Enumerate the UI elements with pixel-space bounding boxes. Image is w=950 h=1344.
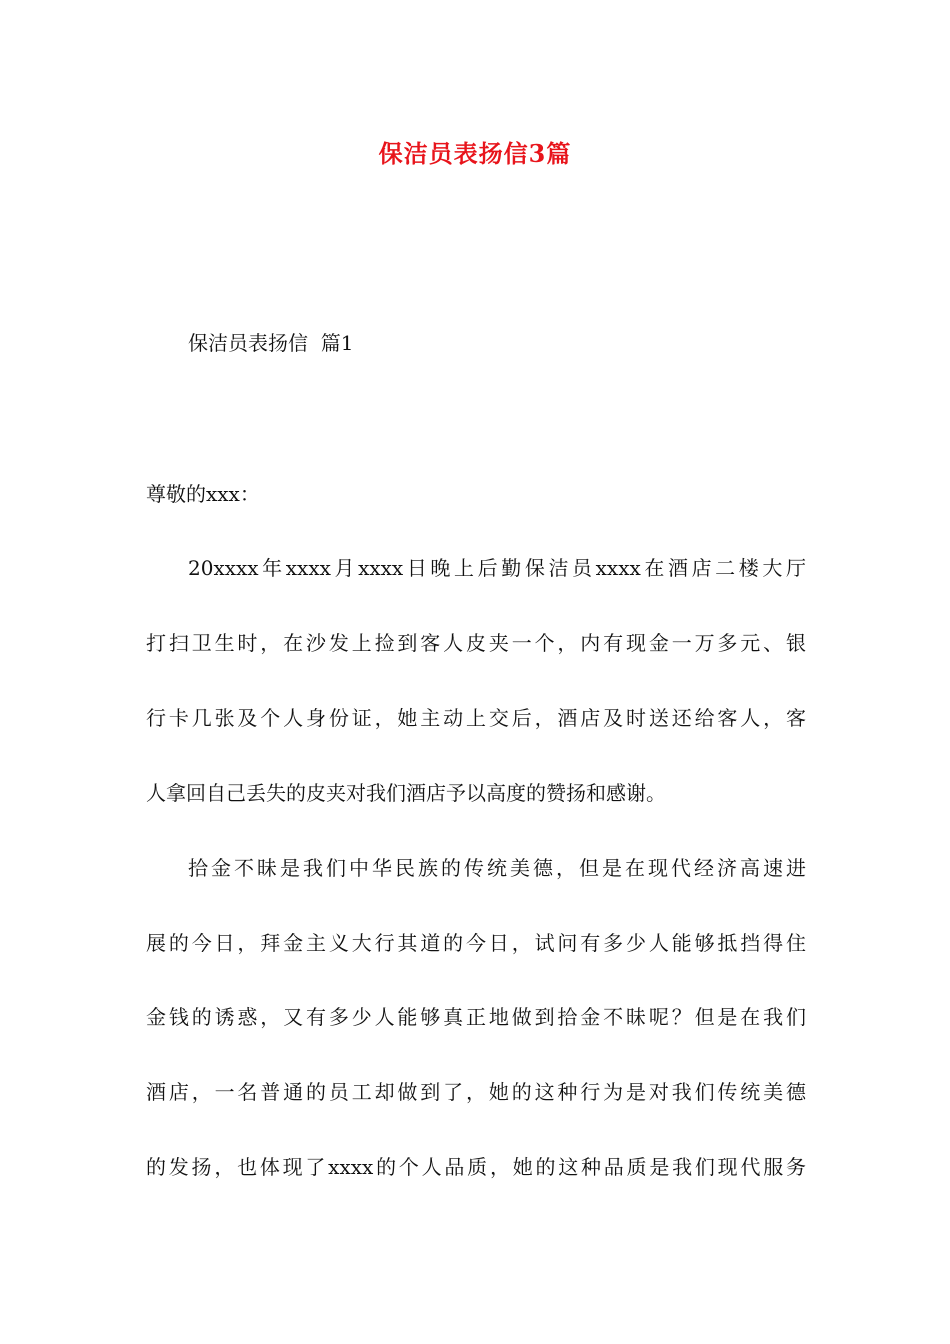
document-title: 保洁员表扬信3篇 — [378, 139, 572, 168]
paragraph-line: 人拿回自己丢失的皮夹对我们酒店予以高度的赞扬和感谢。 — [146, 781, 666, 805]
paragraph-line: 20xxxx年xxxx月xxxx日晚上后勤保洁员xxxx在酒店二楼大厅 — [188, 556, 806, 580]
paragraph-line: 酒店，一名普通的员工却做到了，她的这种行为是对我们传统美德 — [146, 1080, 806, 1104]
paragraph-line: 行卡几张及个人身份证，她主动上交后，酒店及时送还给客人，客 — [146, 706, 806, 730]
paragraph-line: 展的今日，拜金主义大行其道的今日，试问有多少人能够抵挡得住 — [146, 931, 806, 955]
paragraph-line: 的发扬，也体现了xxxx的个人品质，她的这种品质是我们现代服务 — [146, 1155, 806, 1179]
salutation: 尊敬的xxx： — [146, 482, 260, 506]
paragraph-line: 拾金不昧是我们中华民族的传统美德，但是在现代经济高速进 — [188, 856, 806, 880]
paragraph-line: 打扫卫生时，在沙发上捡到客人皮夹一个，内有现金一万多元、银 — [146, 631, 806, 655]
section-heading: 保洁员表扬信 篇1 — [188, 331, 354, 355]
paragraph-line: 金钱的诱惑，又有多少人能够真正地做到拾金不昧呢？但是在我们 — [146, 1005, 806, 1029]
